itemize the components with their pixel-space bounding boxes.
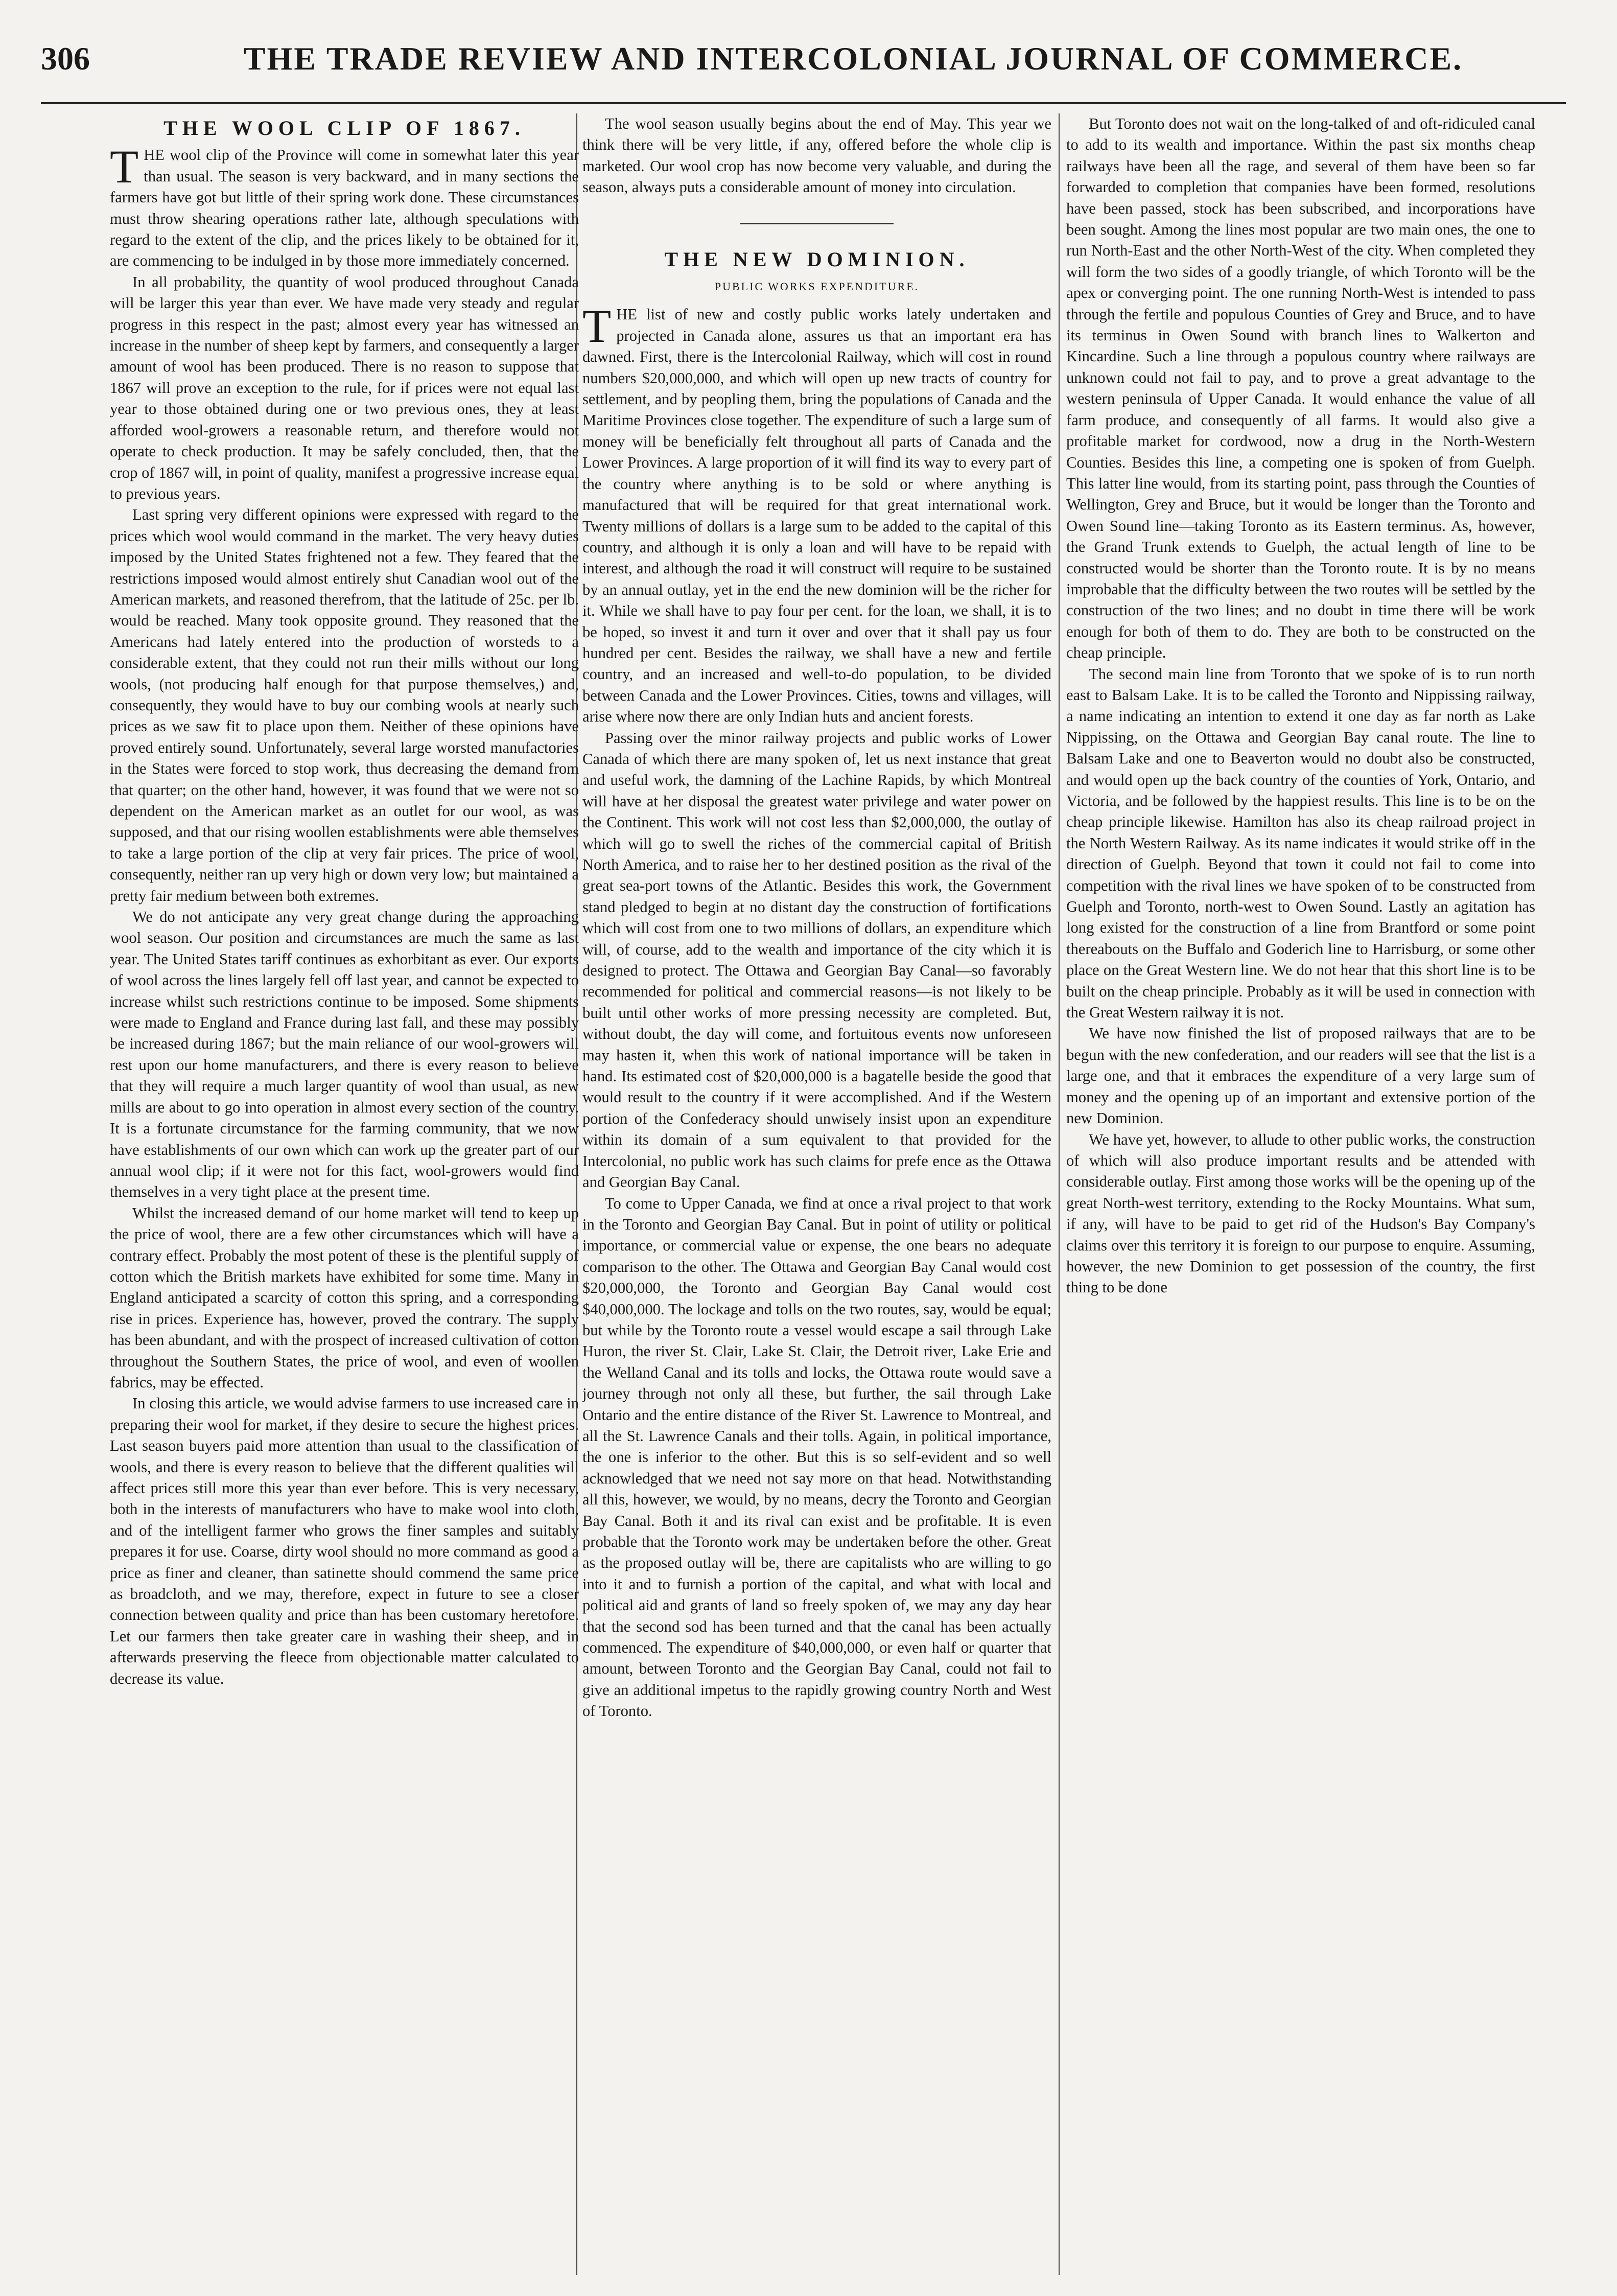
- column-2: [582, 113, 1051, 2275]
- new-dominion-paragraph: The second main line from Toronto that we spoke of is to run north east to Balsam Lake. It is to be called the Toronto and Nippissing railway, a name indicating an intention to extend it one day as far north as Lake Nippissing, on the Ottawa and Georgian Bay canal route. The line to Balsam Lake and one to Beaverton would no doubt also be constructed, and would open up the back country of the counties of York, Ontario, and Victoria, and be followed by the happiest results. This line is to be on the cheap principle likewise. Hamilton has also its cheap railroad project in the North Western Railway. As its name indicates it would strike off in the direction of Guelph. Beyond that town it could not fail to come into competition with the rival lines we have spoken of to be constructed from Guelph and Toronto, north-west to Owen Sound. Lastly an agitation has long existed for the construction of a line from Brantford or some point thereabouts on the Buffalo and Goderich line to Harrisburg, or some other place on the Great Western line. We do not hear that this short line is to be built on the cheap principle. Probably as it will be used in connection with the Great Western railway it is not.: [1066, 665, 1535, 1022]
- masthead-rule: [41, 102, 1566, 104]
- new-dominion-subheading: PUBLIC WORKS EXPENDITURE.: [714, 280, 920, 293]
- wool-clip-paragraph: The wool season usually begins about the end of May. This year we think there will be very little, if any, offered before the whole clip is marketed. Our wool crop has now become very valuable, and during the season, always puts a considerable amount of money into circulation.: [582, 115, 1051, 196]
- masthead: [41, 40, 1566, 91]
- wool-clip-paragraph: Whilst the increased demand of our home market will tend to keep up the price of wool, there are a few other circumstances which will have a contrary effect. Probably the most potent of these is the plentiful supply of cotton which the British markets have exhibited for some time. Many in England anticipated a scarcity of cotton this spring, and a corresponding rise in prices. Experience has, however, proved the contrary. The supply has been abundant, and with the prospect of increased cultivation of cotton throughout the Southern States, the price of wool, and even of woollen fabrics, may be effected.: [110, 1204, 579, 1391]
- drop-cap: T: [110, 141, 139, 193]
- new-dominion-paragraph: We have now finished the list of proposed railways that are to be begun with the new confederation, and our readers will see that the list is a large one, and that it embraces the expenditure of a very large sum of money and the opening up of an important and extensive portion of the new Dominion.: [1066, 1025, 1535, 1127]
- wool-clip-paragraph: THE wool clip of the Province will come in somewhat later this year than usual. The season is very backward, and in many sections the farmers have got but little of their spring work done. These circumstances must throw shearing operations rather late, although speculations with regard to the extent of the clip, and the prices likely to be obtained for it, are commencing to be indulged in by those more immediately concerned.: [110, 141, 579, 270]
- new-dominion-paragraph: But Toronto does not wait on the long-talked of and oft-ridiculed canal to add to its wealth and importance. Within the past six months cheap railways have been all the rage, and several of them have been so far forwarded to completion that companies have been formed, resolutions have been passed, stock has been subscribed, and incorporations have been sought. Among the lines most popular are two main ones, the one to run North-East and the other North-West of the city. When completed they will form the two sides of a goodly triangle, of which Toronto will be the apex or converging point. The one running North-West is intended to pass through the fertile and populous Counties of Grey and Bruce, and to have its terminus in Owen Sound with branch lines to Walkerton and Kincardine. Such a line through a populous country where railways are unknown could not fail to pay, and to prove a great advantage to the western peninsula of Upper Canada. It would enhance the value of all farm produce, and consequently of all farms. It would also give a profitable market for cordwood, now a drug in the North-Western Counties. Besides this line, a competing one is spoken of from Guelph. This latter line would, from its starting point, pass through the Counties of Wellington, Grey and Bruce, but it would be longer than the Toronto and Owen Sound line—taking Toronto as its Eastern terminus. As, however, the Grand Trunk extends to Guelph, the actual length of line to be constructed would be shorter than the Toronto route. It is by no means improbable that the difficulty between the two routes will be settled by the construction of the two lines; and no doubt in time there will be work enough for both of them to do. They are both to be constructed on the cheap principle.: [1066, 115, 1535, 662]
- new-dominion-heading: THE NEW DOMINION.: [664, 247, 970, 271]
- wool-clip-paragraph: We do not anticipate any very great change during the approaching wool season. Our position and circumstances are much the same as last year. The United States tariff continues as exhorbitant as ever. Our exports of wool across the lines largely fell off last year, and cannot be expected to increase whilst such restrictions continue to be imposed. Some shipments were made to England and France during last fall, and these may possibly be increased during 1867; but the main reliance of our wool-growers will rest upon our home manufacturers, and there is every reason to believe that they will require a much larger quantity of wool than usual, as new mills are about to go into operation in almost every section of the country. It is a fortunate circumstance for the farming community, that we now have establishments of our own which can work up the greater part of our annual wool clip; if it were not for this fact, wool-growers would find themselves in a very tight place at the present time.: [110, 908, 579, 1201]
- column-1: [110, 113, 579, 2275]
- journal-title: THE TRADE REVIEW AND INTERCOLONIAL JOURNAL OF COMMERCE.: [243, 40, 1463, 77]
- wool-clip-paragraph: In closing this article, we would advise farmers to use increased care in preparing their wool for market, if they desire to secure the highest prices. Last season buyers paid more attention than usual to the classification of wools, and there is every reason to believe that the different qualities will affect prices still more this year than ever before. This is very necessary, both in the interests of manufacturers who have to make wool into cloth, and of the intelligent farmer who grows the finer samples and suitably prepares it for use. Coarse, dirty wool should no more command as good a price as finer and cleaner, than satinette should commend the same price as broadcloth, and we may, therefore, expect in future to see a closer connection between quality and price than has been customary heretofore. Let our farmers then take greater care in washing their sheep, and in afterwards preserving the fleece from objectionable matter calculated to decrease its value.: [110, 1395, 579, 1687]
- new-dominion-paragraph: Passing over the minor railway projects and public works of Lower Canada of which there are many spoken of, let us next instance that great and useful work, the damning of the Lachine Rapids, by which Montreal will have at her disposal the greatest water privilege and water power on the Continent. This work will not cost less than $2,000,000, the outlay of which will go to swell the riches of the commercial capital of British North America, and to raise her to her destined position as the rival of the great sea-port towns of the Atlantic. Besides this work, the Government stand pledged to begin at no distant day the construction of fortifications which will cost from one to two millions of dollars, an expenditure which will, of course, add to the wealth and importance of the city which it is designed to protect. The Ottawa and Georgian Bay Canal—so favorably recommended for political and commercial reasons—is not likely to be built until other works of more pressing necessity are completed. But, without doubt, the day will come, and fortuitous events now unforeseen may hasten it, when this work of national importance will be taken in hand. Its estimated cost of $20,000,000 is a bagatelle beside the good that would result to the country if it were accomplished. And if the Western portion of the Confederacy should unwisely insist upon an expenditure within its domain of a sum equivalent to that provided for the Intercolonial, no public work has such claims for prefe ence as the Ottawa and Georgian Bay Canal.: [582, 729, 1051, 1191]
- wool-clip-paragraph: Last spring very different opinions were expressed with regard to the prices which wool would command in the market. The very heavy duties imposed by the United States frightened not a few. They feared that the restrictions imposed would almost entirely shut Canadian wool out of the American markets, and reasoned therefrom, that the latitude of 25c. per lb. would be reached. Many took opposite ground. They reasoned that the Americans had lately entered into the production of worsteds to a considerable extent, that they could not run their mills without our long wools, (not producing half enough for that purpose themselves,) and, consequently, they would have to buy our combing wools at nearly such prices as we saw fit to place upon them. Neither of these opinions have proved entirely sound. Unfortunately, several large worsted manufactories in the States were forced to stop work, thus decreasing the demand from that quarter; on the other hand, however, it was found that we were not so dependent on the American market as an outlet for our wool, as was supposed, and that our rising woollen establishments were able themselves to take a large portion of the clip at very fair prices. The price of wool, consequently, neither ran up very high or down very low; but maintained a pretty fair medium between both extremes.: [110, 506, 579, 905]
- new-dominion-paragraph: THE list of new and costly public works lately undertaken and projected in Canada alone, assures us that an important era has dawned. First, there is the Intercolonial Railway, which will cost in round numbers $20,000,000, and which will open up new tracts of country for settlement, and by peopling them, bring the populations of Canada and the Maritime Provinces close together. The expenditure of such a large sum of money will be beneficially felt throughout all parts of Canada and the Lower Provinces. A large proportion of it will find its way to every part of the country where anything is to be sold or where anything is manufactured that will be required for that great international work. Twenty millions of dollars is a large sum to be added to the capital of this country, and although it is only a loan and will have to be repaid with interest, and although the road it will construct will require to be sustained by an annual outlay, yet in the end the new dominion will be the richer for it. While we shall have to pay four per cent. for the loan, we shall, it is to be hoped, so invest it and turn it over and over that it shall pay us four hundred per cent. Besides the railway, we shall have a new and fertile country, and an increased and well-to-do population, to be divided between Canada and the Lower Provinces. Cities, towns and villages, will arise where now there are only Indian huts and ancient forests.: [582, 300, 1051, 726]
- drop-cap: T: [582, 300, 612, 353]
- page-number: 306: [41, 40, 90, 77]
- wool-clip-heading: THE WOOL CLIP OF 1867.: [163, 117, 525, 140]
- new-dominion-paragraph: We have yet, however, to allude to other public works, the construction of which will also produce important results and be attended with considerable outlay. First among those works will be the opening up of the great North-west territory, extending to the Rocky Mountains. What sum, if any, will have to be paid to get rid of the Hudson's Bay Company's claims over this territory it is foreign to our purpose to enquire. Assuming, however, the new Dominion to get possession of the country, the first thing to be done: [1066, 1130, 1535, 1296]
- column-3: [1066, 113, 1535, 2275]
- wool-clip-paragraph: In all probability, the quantity of wool produced throughout Canada will be larger this year than ever. We have made very steady and regular progress in this respect in the past; almost every year has witnessed an increase in the number of sheep kept by farmers, and consequently a larger amount of wool has been produced. There is no reason to suppose that 1867 will prove an exception to the rule, for if prices were not equal last year to those obtained during one or two previous ones, they at least afforded wool-growers a reasonable return, and therefore would not operate to check production. It may be safely concluded, then, that the crop of 1867 will, in point of quality, manifest a progressive increase equal to previous years.: [110, 273, 579, 502]
- article-separator: [740, 223, 894, 224]
- new-dominion-paragraph: To come to Upper Canada, we find at once a rival project to that work in the Toronto and Georgian Bay Canal. But in point of utility or political importance, or commercial value or expense, the one bears no adequate comparison to the other. The Ottawa and Georgian Bay Canal would cost $20,000,000, the Toronto and Georgian Bay Canal would cost $40,000,000. The lockage and tolls on the two routes, say, would be equal; but while by the Toronto route a vessel would escape a sail through Lake Huron, the river St. Clair, Lake St. Clair, the Detroit river, Lake Erie and the Welland Canal and its tolls and locks, the Ottawa route would save a journey through not only all these, but further, the sail through Lake Ontario and the entire distance of the River St. Lawrence to Montreal, and all the St. Lawrence Canals and their tolls. Again, in political importance, the one is inferior to the other. But this is so self-evident and so well acknowledged that we need not say more on that head. Notwithstanding all this, however, we would, by no means, decry the Toronto and Georgian Bay Canal. Both it and its rival can exist and be profitable. It is even probable that the Toronto work may be undertaken before the other. Great as the proposed outlay will be, there are capitalists who are willing to go into it and to furnish a portion of the capital, and what with local and political aid and grants of land so freely spoken of, we may any day hear that the second sod has been turned and that the canal has been actually commenced. The expenditure of $40,000,000, or even half or quarter that amount, between Toronto and the Georgian Bay Canal, could not fail to give an additional impetus to the rapidly growing country North and West of Toronto.: [582, 1194, 1051, 1720]
- column-divider: [1059, 113, 1060, 2275]
